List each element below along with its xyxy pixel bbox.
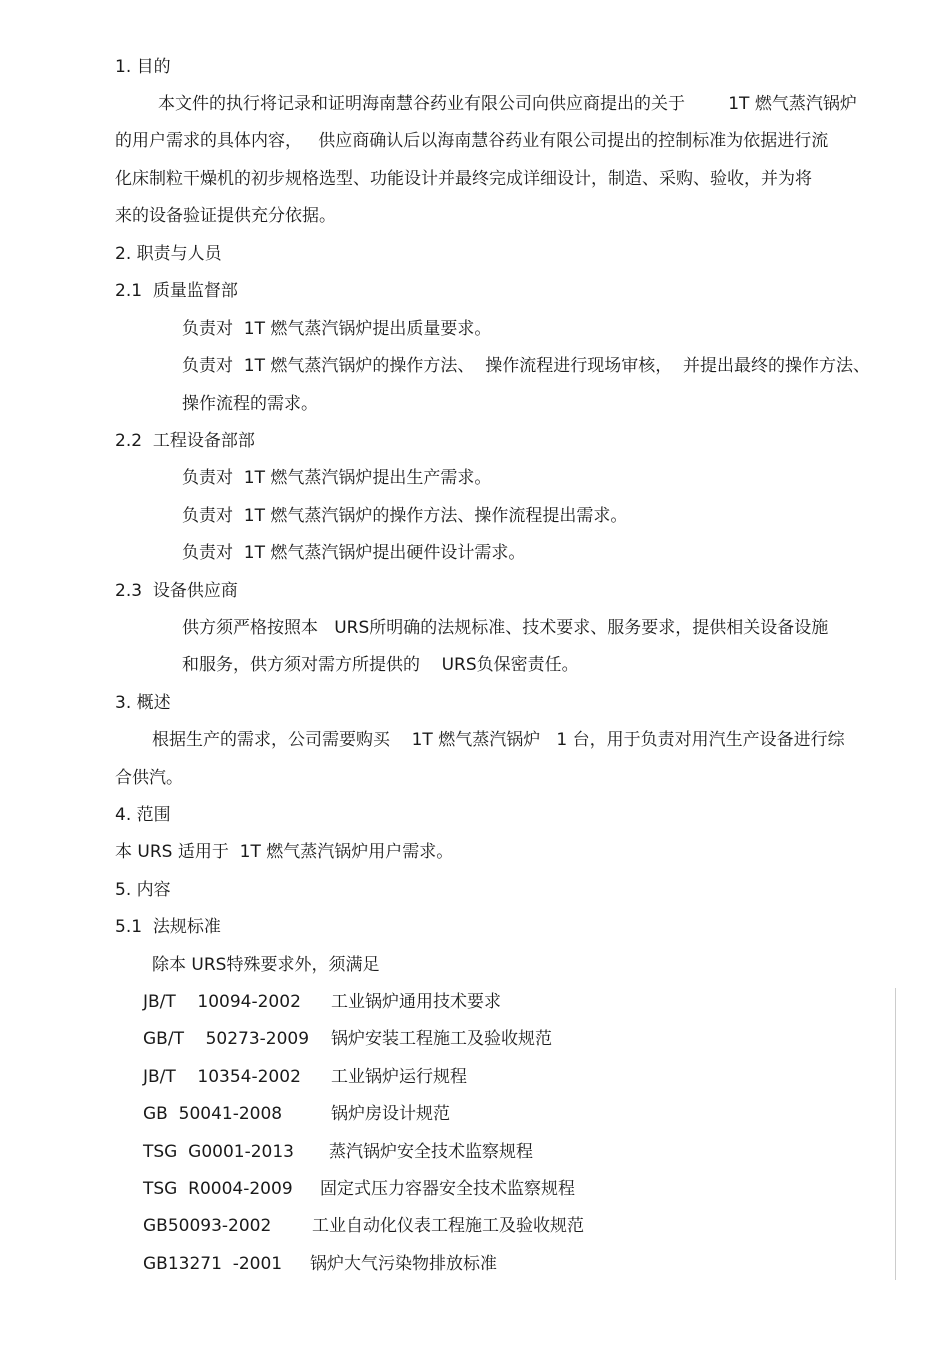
section-2-3-line-1: 供方须严格按照本 URS所明确的法规标准、技术要求、服务要求，提供相关设备设施 [182,618,829,638]
standard-code: GB 50041-2008 [143,1104,283,1124]
section-2-2-line-2: 负责对 1T 燃气蒸汽锅炉的操作方法、操作流程提出需求。 [182,506,628,526]
table-right-border [895,988,896,1280]
standard-code: TSG G0001-2013 [143,1142,294,1162]
section-2-heading: 2. 职责与人员 [115,244,222,264]
section-2-3-heading: 2.3 设备供应商 [115,581,238,601]
section-5-heading: 5. 内容 [115,880,171,900]
section-2-1-line-1: 负责对 1T 燃气蒸汽锅炉提出质量要求。 [182,319,492,339]
section-1-para-line-4: 来的设备验证提供充分依据。 [115,206,336,226]
section-2-1-line-2: 负责对 1T 燃气蒸汽锅炉的操作方法、 操作流程进行现场审核， 并提出最终的操作方法、 [182,356,871,376]
section-2-2-line-1: 负责对 1T 燃气蒸汽锅炉提出生产需求。 [182,468,492,488]
section-2-1-heading: 2.1 质量监督部 [115,281,238,301]
section-4-line: 本 URS 适用于 1T 燃气蒸汽锅炉用户需求。 [115,842,454,862]
section-1-para-line-3: 化床制粒干燥机的初步规格选型、功能设计并最终完成详细设计，制造、采购、验收，并为将 [115,169,812,189]
standard-name: 工业锅炉通用技术要求 [331,992,501,1012]
section-5-1-intro: 除本 URS特殊要求外，须满足 [152,955,380,975]
section-3-line-1: 根据生产的需求，公司需要购买 1T 燃气蒸汽锅炉 1 台，用于负责对用汽生产设备进行综 [152,730,845,750]
standard-name: 固定式压力容器安全技术监察规程 [320,1179,575,1199]
standard-code: JB/T 10354-2002 [143,1067,301,1087]
section-2-3-line-2: 和服务，供方须对需方所提供的 URS负保密责任。 [182,655,579,675]
standard-name: 蒸汽锅炉安全技术监察规程 [329,1142,533,1162]
section-2-2-line-3: 负责对 1T 燃气蒸汽锅炉提出硬件设计需求。 [182,543,526,563]
standard-code: GB/T 50273-2009 [143,1029,310,1049]
section-3-line-2: 合供汽。 [115,768,183,788]
section-4-heading: 4. 范围 [115,805,171,825]
standard-name: 工业锅炉运行规程 [331,1067,467,1087]
standard-name: 锅炉安装工程施工及验收规范 [331,1029,552,1049]
standard-name: 锅炉房设计规范 [331,1104,450,1124]
section-2-2-heading: 2.2 工程设备部部 [115,431,255,451]
standard-code: GB50093-2002 [143,1216,272,1236]
standard-code: GB13271 -2001 [143,1254,283,1274]
standard-code: JB/T 10094-2002 [143,992,301,1012]
standard-name: 锅炉大气污染物排放标准 [310,1254,497,1274]
section-2-1-line-3: 操作流程的需求。 [182,394,318,414]
section-1-heading: 1. 目的 [115,57,171,77]
section-1-para-line-2: 的用户需求的具体内容， 供应商确认后以海南慧谷药业有限公司提出的控制标准为依据进行流 [115,131,829,151]
section-3-heading: 3. 概述 [115,693,171,713]
standard-name: 工业自动化仪表工程施工及验收规范 [312,1216,584,1236]
section-1-para-line-1: 本文件的执行将记录和证明海南慧谷药业有限公司向供应商提出的关于 1T 燃气蒸汽锅炉 [158,94,857,114]
section-5-1-heading: 5.1 法规标准 [115,917,221,937]
standard-code: TSG R0004-2009 [143,1179,293,1199]
